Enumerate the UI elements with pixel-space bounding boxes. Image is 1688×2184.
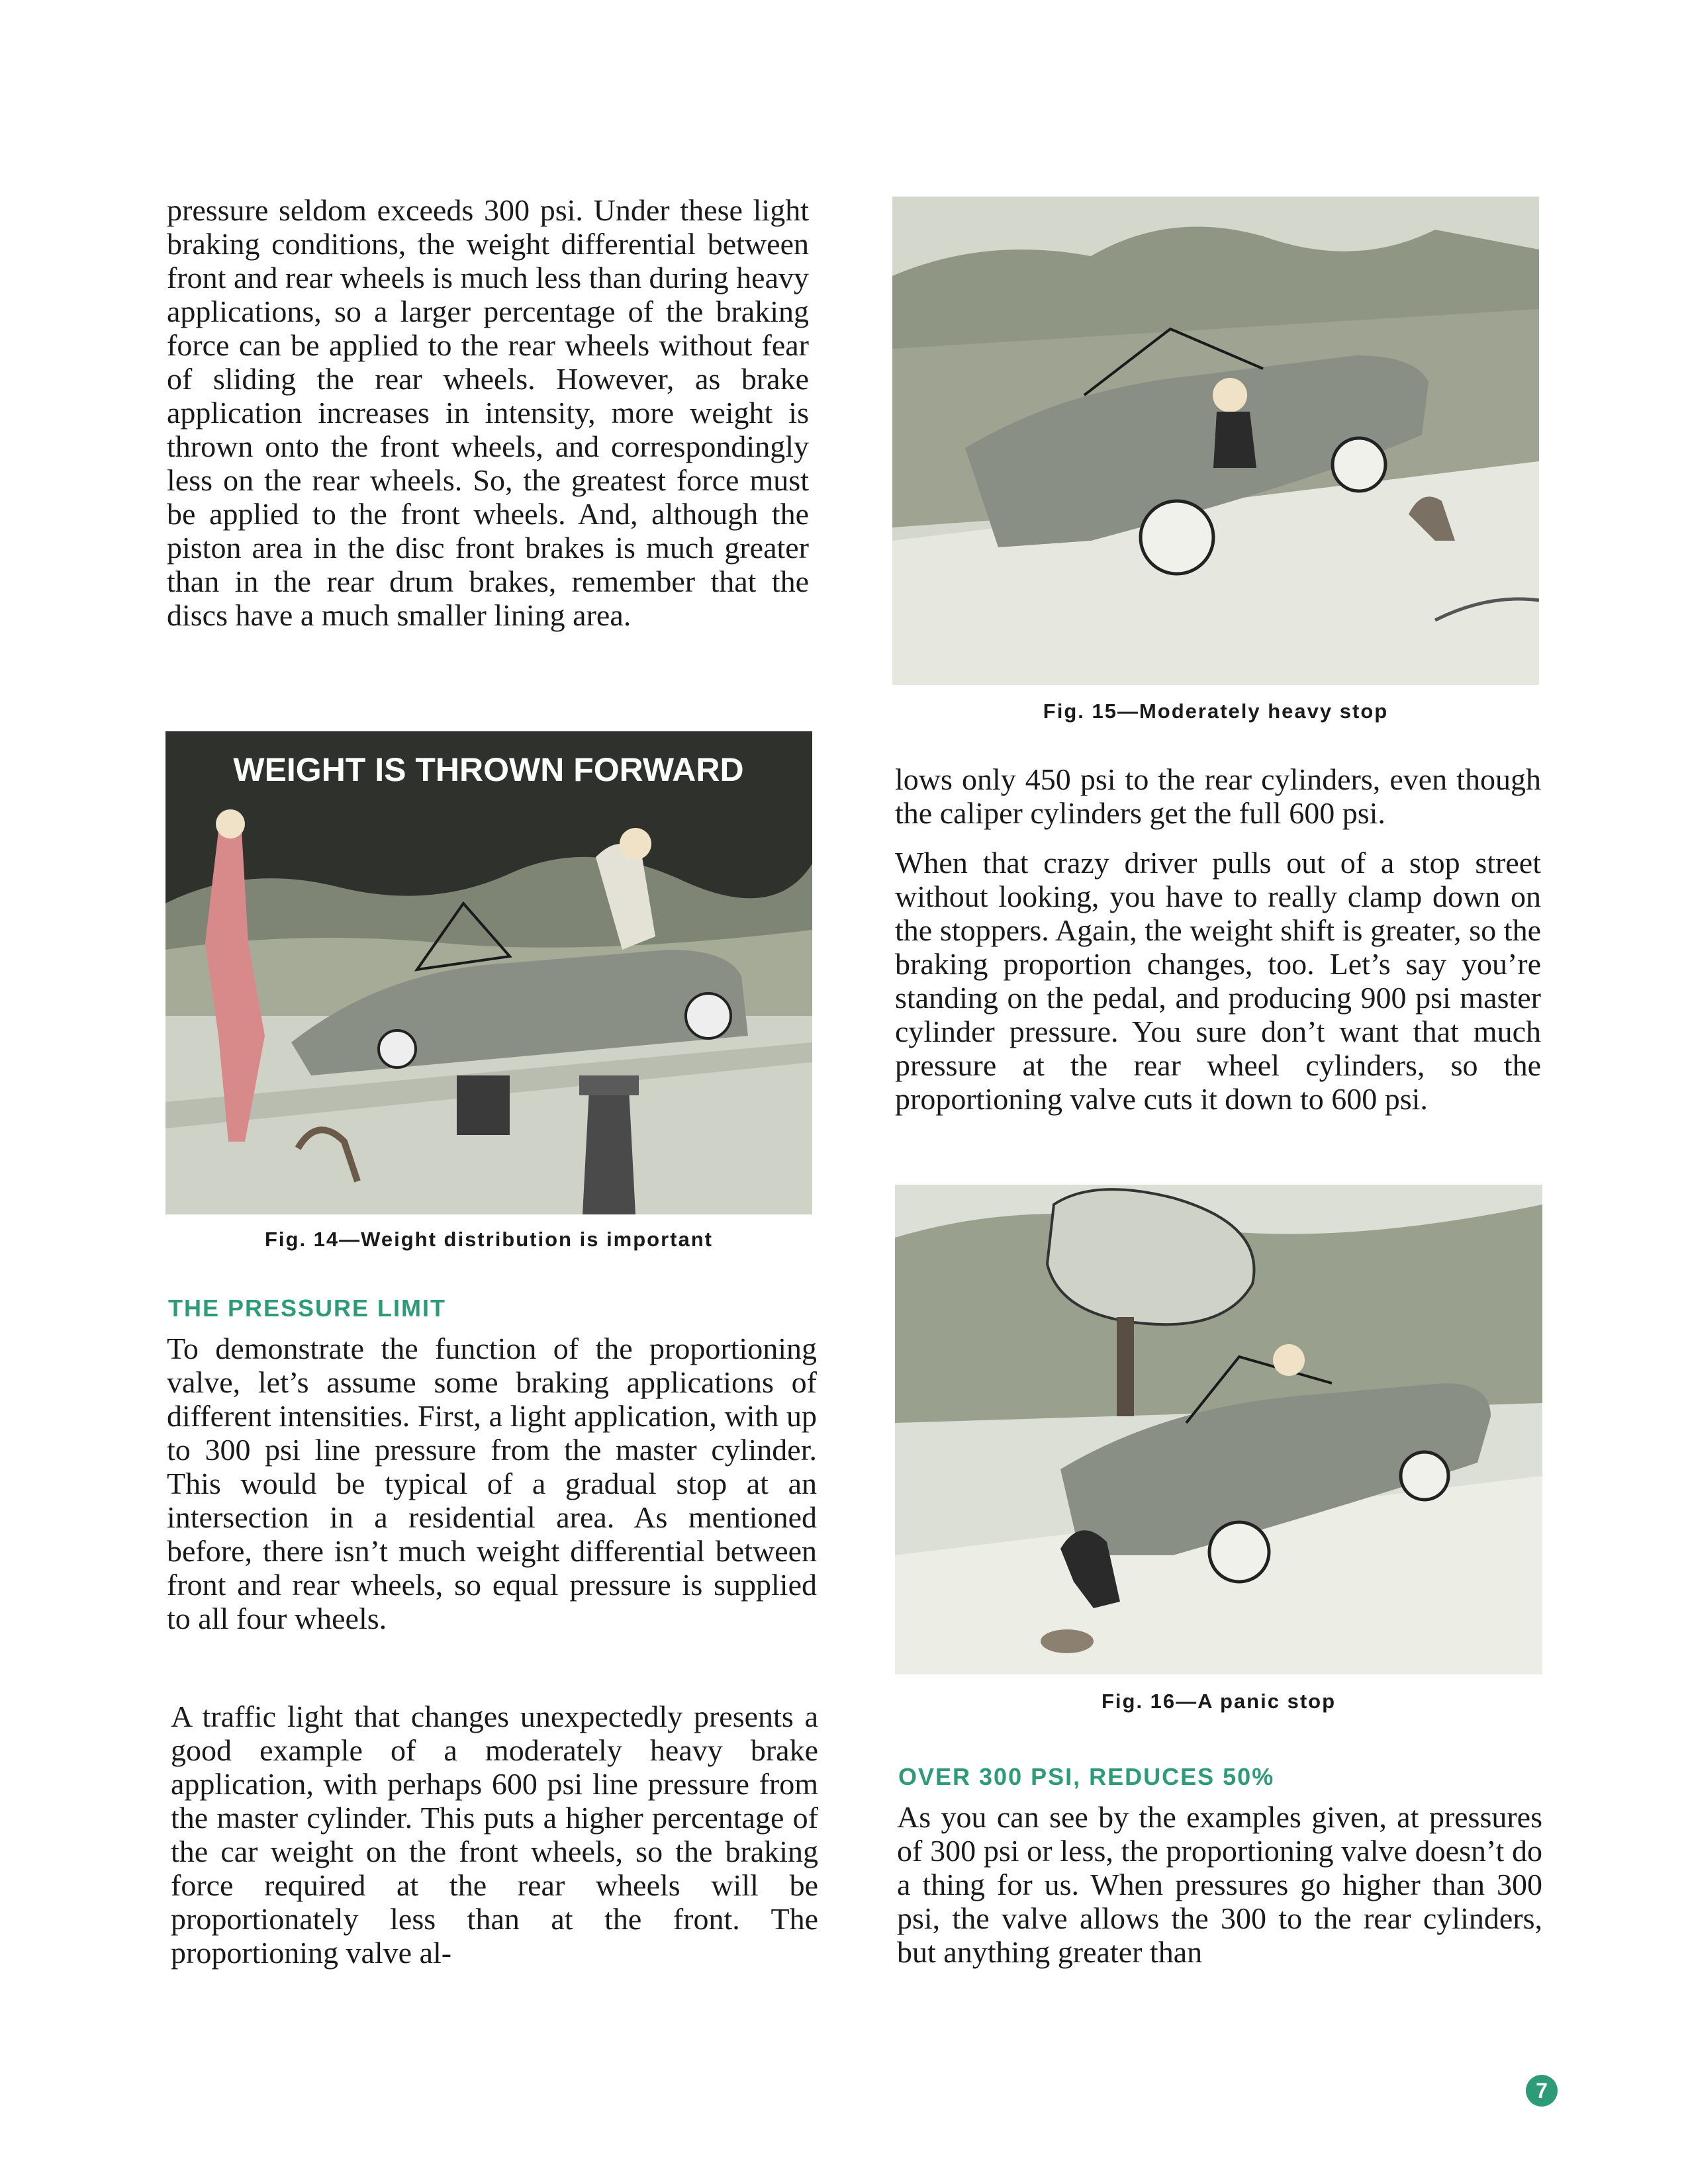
section-heading-over-300-psi: OVER 300 PSI, REDUCES 50% bbox=[898, 1763, 1275, 1790]
section-heading-pressure-limit: THE PRESSURE LIMIT bbox=[168, 1295, 447, 1322]
left-paragraph-1: pressure seldom exceeds 300 psi. Under these light braking conditions, the weight differential between front and rear wheels is much less than during heavy applications, so a larger percentage of the braking force can be applied to the rear wheels without fear of sliding the rear wheels. However, as brake application increases in intensity, more weight is thrown onto the front wheels, and correspondingly less on the rear wheels. So, the greatest force must be applied to the front wheels. And, although the piston area in the disc front brakes is much greater than in the rear drum brakes, remember that the discs have a much smaller lining area. bbox=[167, 193, 809, 632]
right-paragraph-2: When that crazy driver pulls out of a stop street without looking, you have to really clamp down on the stoppers. Again, the weight shift is greater, so the braking proportion changes, too. Let’s say you’re standing on the pedal, and producing 900 psi master cylinder pressure. You sure don’t want that much pressure at the rear wheel cylinders, so the proportioning valve cuts it down to 600 psi. bbox=[895, 846, 1541, 1116]
figure-15-caption: Fig. 15—Moderately heavy stop bbox=[1043, 700, 1389, 723]
figure-14-banner: WEIGHT IS THROWN FORWARD bbox=[233, 751, 744, 788]
figure-16-caption: Fig. 16—A panic stop bbox=[1101, 1690, 1336, 1713]
figure-14-illustration bbox=[165, 731, 812, 1214]
left-paragraph-3: A traffic light that changes unexpectedly presents a good example of a moderately heavy brake application, with perhaps 600 psi line pressure from the master cylinder. This puts a higher percentage of the car weight on the front wheels, so the braking force required at the rear wheels will be proportionately less than at the front. The proportioning valve al- bbox=[171, 1700, 818, 1970]
figure-15-art bbox=[892, 197, 1539, 685]
figure-16-art bbox=[895, 1185, 1542, 1674]
left-paragraph-2: To demonstrate the function of the proportioning valve, let’s assume some braking applications of different intensities. First, a light application, with up to 300 psi line pressure from the master cylinder. This would be typical of a gradual stop at an intersection in a residential area. As mentioned before, there isn’t much weight differential between front and rear wheels, so equal pressure is supplied to all four wheels. bbox=[167, 1332, 817, 1635]
right-paragraph-1: lows only 450 psi to the rear cylinders, even though the caliper cylinders get the full 600 psi. bbox=[895, 762, 1541, 830]
figure-16-illustration bbox=[895, 1185, 1542, 1674]
figure-14-caption: Fig. 14—Weight distribution is important bbox=[264, 1228, 714, 1251]
page-number-badge: 7 bbox=[1526, 2075, 1558, 2107]
figure-14-art bbox=[165, 731, 812, 1214]
right-paragraph-3: As you can see by the examples given, at pressures of 300 psi or less, the proportioning valve doesn’t do a thing for us. When pressures go higher than 300 psi, the valve allows the 300 to the rear cylinders, but anything greater than bbox=[897, 1800, 1542, 1969]
figure-15-illustration bbox=[892, 197, 1539, 685]
